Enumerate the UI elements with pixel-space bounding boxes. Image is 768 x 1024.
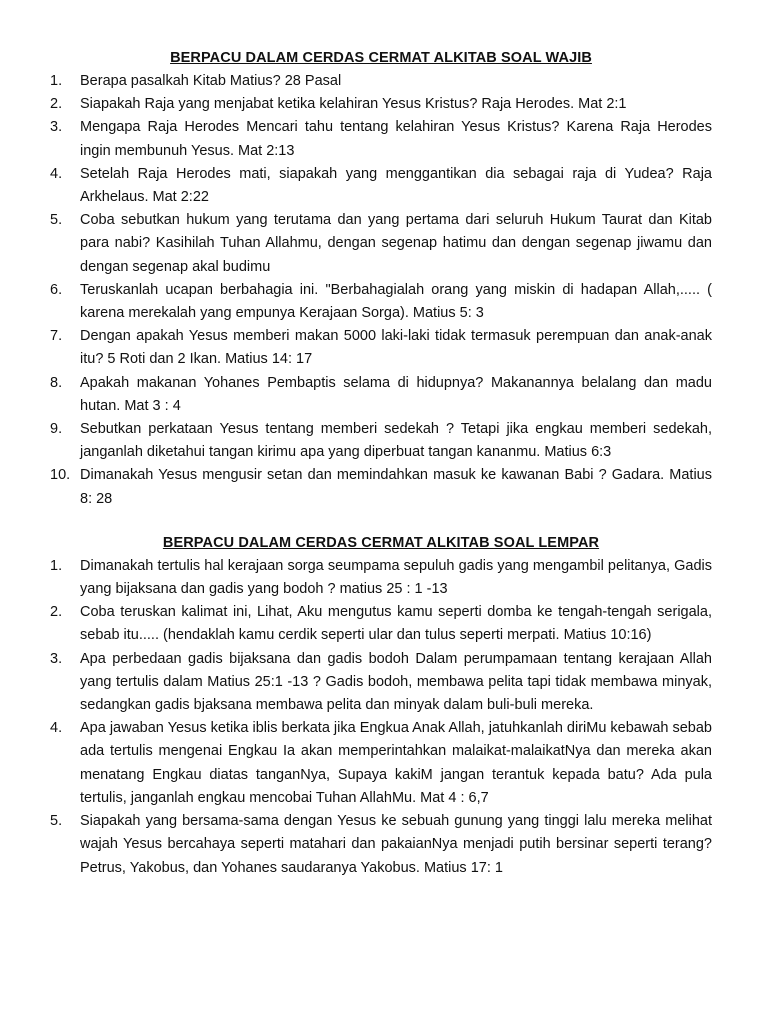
question-item xyxy=(50,464,712,510)
question-text: Coba sebutkan hukum yang terutama dan yang pertama dari seluruh Hukum Taurat dan Kitab para nabi? Kasihilah Tuhan Allahmu, dengan segenap hatimu dan dengan segenap jiwamu dan dengan segenap akal budimu xyxy=(80,212,712,275)
question-number: 4. xyxy=(50,165,63,182)
question-text: Setelah Raja Herodes mati, siapakah yang menggantikan dia sebagai raja di Yudea? Raja Arkhelaus. Mat 2:22 xyxy=(80,165,712,206)
question-list-soal-wajib xyxy=(50,70,712,511)
question-text: Coba teruskan kalimat ini, Lihat, Aku mengutus kamu seperti domba ke tengah-tengah serigala, sebab itu..... (hendaklah kamu cerdik seperti ular dan tulus seperti merpati. Matius 10:16) xyxy=(80,604,712,644)
question-item xyxy=(50,418,712,464)
question-text: Siapakah yang bersama-sama dengan Yesus ke sebuah gunung yang tinggi lalu mereka melihat wajah Yesus bercahaya seperti matahari dan pakaianNya menjadi putih bersinar seperti terang? Petrus, Yakobus, dan Yohanes saudaranya Yakobus. Matius 17: 1 xyxy=(80,813,712,876)
question-item xyxy=(50,810,712,880)
question-text: Dengan apakah Yesus memberi makan 5000 laki-laki tidak termasuk perempuan dan anak-anak itu? 5 Roti dan 2 Ikan. Matius 14: 17 xyxy=(80,328,712,368)
question-list-soal-lempar xyxy=(50,555,712,880)
question-item xyxy=(50,163,712,209)
question-item xyxy=(50,325,712,371)
question-item xyxy=(50,601,712,647)
question-number: 10. xyxy=(50,467,71,484)
question-item xyxy=(50,209,712,279)
question-item xyxy=(50,279,712,325)
question-text: Dimanakah tertulis hal kerajaan sorga seumpama sepuluh gadis yang mengambil pelitanya, Gadis yang bijaksana dan gadis yang bodoh ? matius 25 : 1 -13 xyxy=(80,557,712,598)
question-item xyxy=(50,372,712,418)
question-number: 2. xyxy=(50,96,63,113)
question-number: 6. xyxy=(50,281,63,298)
question-text: Apa perbedaan gadis bijaksana dan gadis bodoh Dalam perumpamaan tentang kerajaan Allah yang tertulis dalam Matius 25:1 -13 ? Gadis bodoh, membawa pelita tapi tidak membawa minyak, sedangkan gadis bjaksana membawa pelita dan minyak dalam buli-buli mereka. xyxy=(80,650,712,714)
question-number: 1. xyxy=(50,557,63,574)
question-number: 1. xyxy=(50,73,63,89)
question-item xyxy=(50,648,712,718)
question-item xyxy=(50,70,712,93)
question-text: Sebutkan perkataan Yesus tentang memberi sedekah ? Tetapi jika engkau memberi sedekah, janganlah diketahui tangan kirimu apa yang diperbuat tangan kananmu. Matius 6:3 xyxy=(80,421,712,461)
section-title-soal-wajib: BERPACU DALAM CERDAS CERMAT ALKITAB SOAL WAJIB xyxy=(170,50,592,66)
question-number: 4. xyxy=(50,720,63,737)
section-title-soal-lempar: BERPACU DALAM CERDAS CERMAT ALKITAB SOAL LEMPAR xyxy=(162,534,600,551)
question-number: 9. xyxy=(50,421,63,438)
question-text: Apakah makanan Yohanes Pembaptis selama di hidupnya? Makanannya belalang dan madu hutan. Mat 3 : 4 xyxy=(80,374,712,414)
question-item xyxy=(50,93,712,116)
question-text: Berapa pasalkah Kitab Matius? 28 Pasal xyxy=(80,73,342,89)
question-number: 5. xyxy=(50,813,63,830)
question-item xyxy=(50,717,712,810)
question-text: Mengapa Raja Herodes Mencari tahu tentang kelahiran Yesus Kristus? Karena Raja Herodes ingin membunuh Yesus. Mat 2:13 xyxy=(80,119,712,159)
question-item xyxy=(50,555,712,601)
question-text: Teruskanlah ucapan berbahagia ini. "Berbahagialah orang yang miskin di hadapan Allah,..... ( karena merekalah yang empunya Kerajaan Sorga). Matius 5: 3 xyxy=(80,281,712,322)
question-number: 8. xyxy=(50,374,63,391)
question-number: 3. xyxy=(50,650,63,667)
question-number: 5. xyxy=(50,212,63,229)
question-item xyxy=(50,116,712,162)
question-number: 2. xyxy=(50,604,63,621)
question-text: Dimanakah Yesus mengusir setan dan memindahkan masuk ke kawanan Babi ? Gadara. Matius 8: 28 xyxy=(80,467,712,507)
question-text: Siapakah Raja yang menjabat ketika kelahiran Yesus Kristus? Raja Herodes. Mat 2:1 xyxy=(80,96,627,113)
question-number: 3. xyxy=(50,119,63,136)
question-text: Apa jawaban Yesus ketika iblis berkata jika Engkua Anak Allah, jatuhkanlah diriMu kebawah sebab ada tertulis mengenai Engkau Ia akan memperintahkan malaikat-malaikatNya dan mereka akan menatang Engkau diatas tanganNya, Supaya kakiM jangan terantuk kepada batu? Ada pula tertulis, janganlah engkau mencobai Tuhan AllahMu. Mat 4 : 6,7 xyxy=(80,720,712,806)
question-number: 7. xyxy=(50,328,63,345)
